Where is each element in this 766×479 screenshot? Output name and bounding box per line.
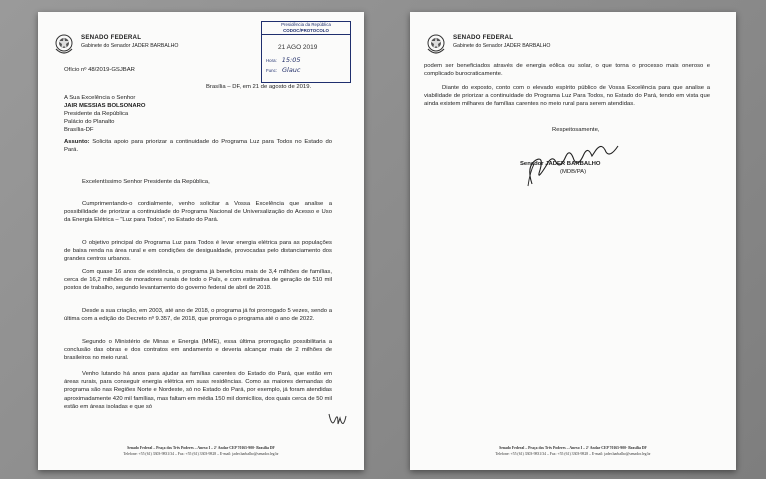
paragraph-4: Desde a sua criação, em 2003, até ano de 2018, o programa já foi prorrogado 5 vezes, sendo a última com a edição do Decreto nº 9.357, de 2018, que prorroga o programa até o ano de 2022. [64,308,332,323]
paragraph-1: Cumprimentando-o cordialmente, venho solicitar a Vossa Excelência que analise a possibilidade de priorizar a continuidade do Programa Nacional de Universalização do Acesso e Uso da Energia Elétrica – "Luz para Todos", no Estado do Pará. [64,201,332,224]
salutation: Excelentíssimo Senhor Presidente da República, [82,179,210,185]
signer-name: Senador JADER BARBALHO [520,161,601,167]
addressee-name: JAIR MESSIAS BOLSONARO [64,103,146,109]
initials-icon [326,410,348,432]
addressee-line3: Presidente da República [64,111,129,117]
footer [38,446,364,457]
stamp-line2: CODOC/PROTOCOLO [262,28,350,35]
document-page-2 [410,12,736,470]
stamp-date: 21 AGO 2019 [278,44,318,51]
paragraph-2: Diante do exposto, conto com o elevado espírito público de Vossa Excelência para que analise a viabilidade de priorizar a continuidade do Programa Luz Para Todos, no Estado do Pará, tendo em vista que ainda existem milhares de famílias carentes no meio rural para serem atendidas. [424,85,710,108]
org-name: SENADO FEDERAL [453,34,514,41]
letterhead [52,33,178,57]
org-name: SENADO FEDERAL [81,34,142,41]
stamp-func-label: Func: [266,67,277,73]
subject [64,138,332,154]
letterhead [424,33,550,57]
addressee-line4: Palácio do Planalto [64,119,115,125]
addressee-line1: A Sua Excelência o Senhor [64,95,136,101]
reference-number: Ofício nº 48/2019-GSJBAR [64,67,135,73]
paragraph-3: Com quase 16 anos de existência, o programa já beneficiou mais de 3,4 milhões de famílias, cerca de 16,2 milhões de moradores rurais de todo o País, e com estimativa de geração de 510 mil postos de trabalho, segundo levantamento do governo federal de abril de 2018. [64,269,332,292]
stamp-hour-label: Hora: [266,57,277,63]
addressee-line5: Brasília-DF [64,127,94,133]
subject-label: Assunto: [64,139,90,145]
paragraph-6: Venho lutando há anos para ajudar as famílias carentes do Estado do Pará, que estão em áreas rurais, para conseguir energia elétrica em suas residências. Como as maiores demandas do programa são nas Regiões Norte e Nordeste, só no Estado do Pará, por exemplo, já foram atendidas aproximadamente 420 mil famílias, mas faltam em média 150 mil domicílios, dos quais cerca de 50 mil estão em áreas isoladas e que só [64,371,332,410]
document-page-1 [38,12,364,470]
closing: Respeitosamente, [552,127,600,133]
place-date: Brasília – DF, em 21 de agosto de 2019. [206,84,312,90]
coat-of-arms-icon [424,33,448,57]
footer-line2: Telefone: +55 (61) 3303-9831/34 – Fax: +55 (61) 3303-9828 – E-mail: jader.barbalho@senador.leg.br [495,451,651,456]
subject-text: Solicita apoio para priorizar a continuidade do Programa Luz para Todos no Estado do Pará. [64,139,333,154]
stamp-hour-value: 15:05 [281,56,301,64]
paragraph-1: podem ser beneficiados através de energia eólica ou solar, o que torna o processo mais oneroso e complicado burocraticamente. [424,63,710,78]
office-name: Gabinete do Senador JADER BARBALHO [81,43,179,49]
stamp-func-value: Glauc [281,66,301,74]
footer [410,446,736,457]
protocol-stamp [261,21,351,83]
footer-line1: Senado Federal – Praça dos Três Poderes – Anexo I – 2º Andar CEP 70165-900- Brasília DF [127,446,275,450]
paragraph-2: O objetivo principal do Programa Luz para Todos é levar energia elétrica para as populações de baixa renda na área rural e em condições de desigualdade, provocadas pelo distanciamento dos grandes centros urbanos. [64,240,332,263]
stamp-line1: Presidência da República [281,22,331,27]
coat-of-arms-icon [52,33,76,57]
paragraph-5: Segundo o Ministério de Minas e Energia (MME), essa última prorrogação possibilitaria a conclusão das obras e dos contratos em andamento e deveria alcançar mais de 2 milhões de brasileiros no meio rural. [64,339,332,362]
signer-party: (MDB/PA) [560,169,587,175]
footer-line2: Telefone: +55 (61) 3303-9831/34 – Fax: +55 (61) 3303-9828 – E-mail: jader.barbalho@senador.leg.br [123,451,279,456]
footer-line1: Senado Federal – Praça dos Três Poderes – Anexo I – 2º Andar CEP 70165-900- Brasília DF [499,446,647,450]
office-name: Gabinete do Senador JADER BARBALHO [453,43,551,49]
